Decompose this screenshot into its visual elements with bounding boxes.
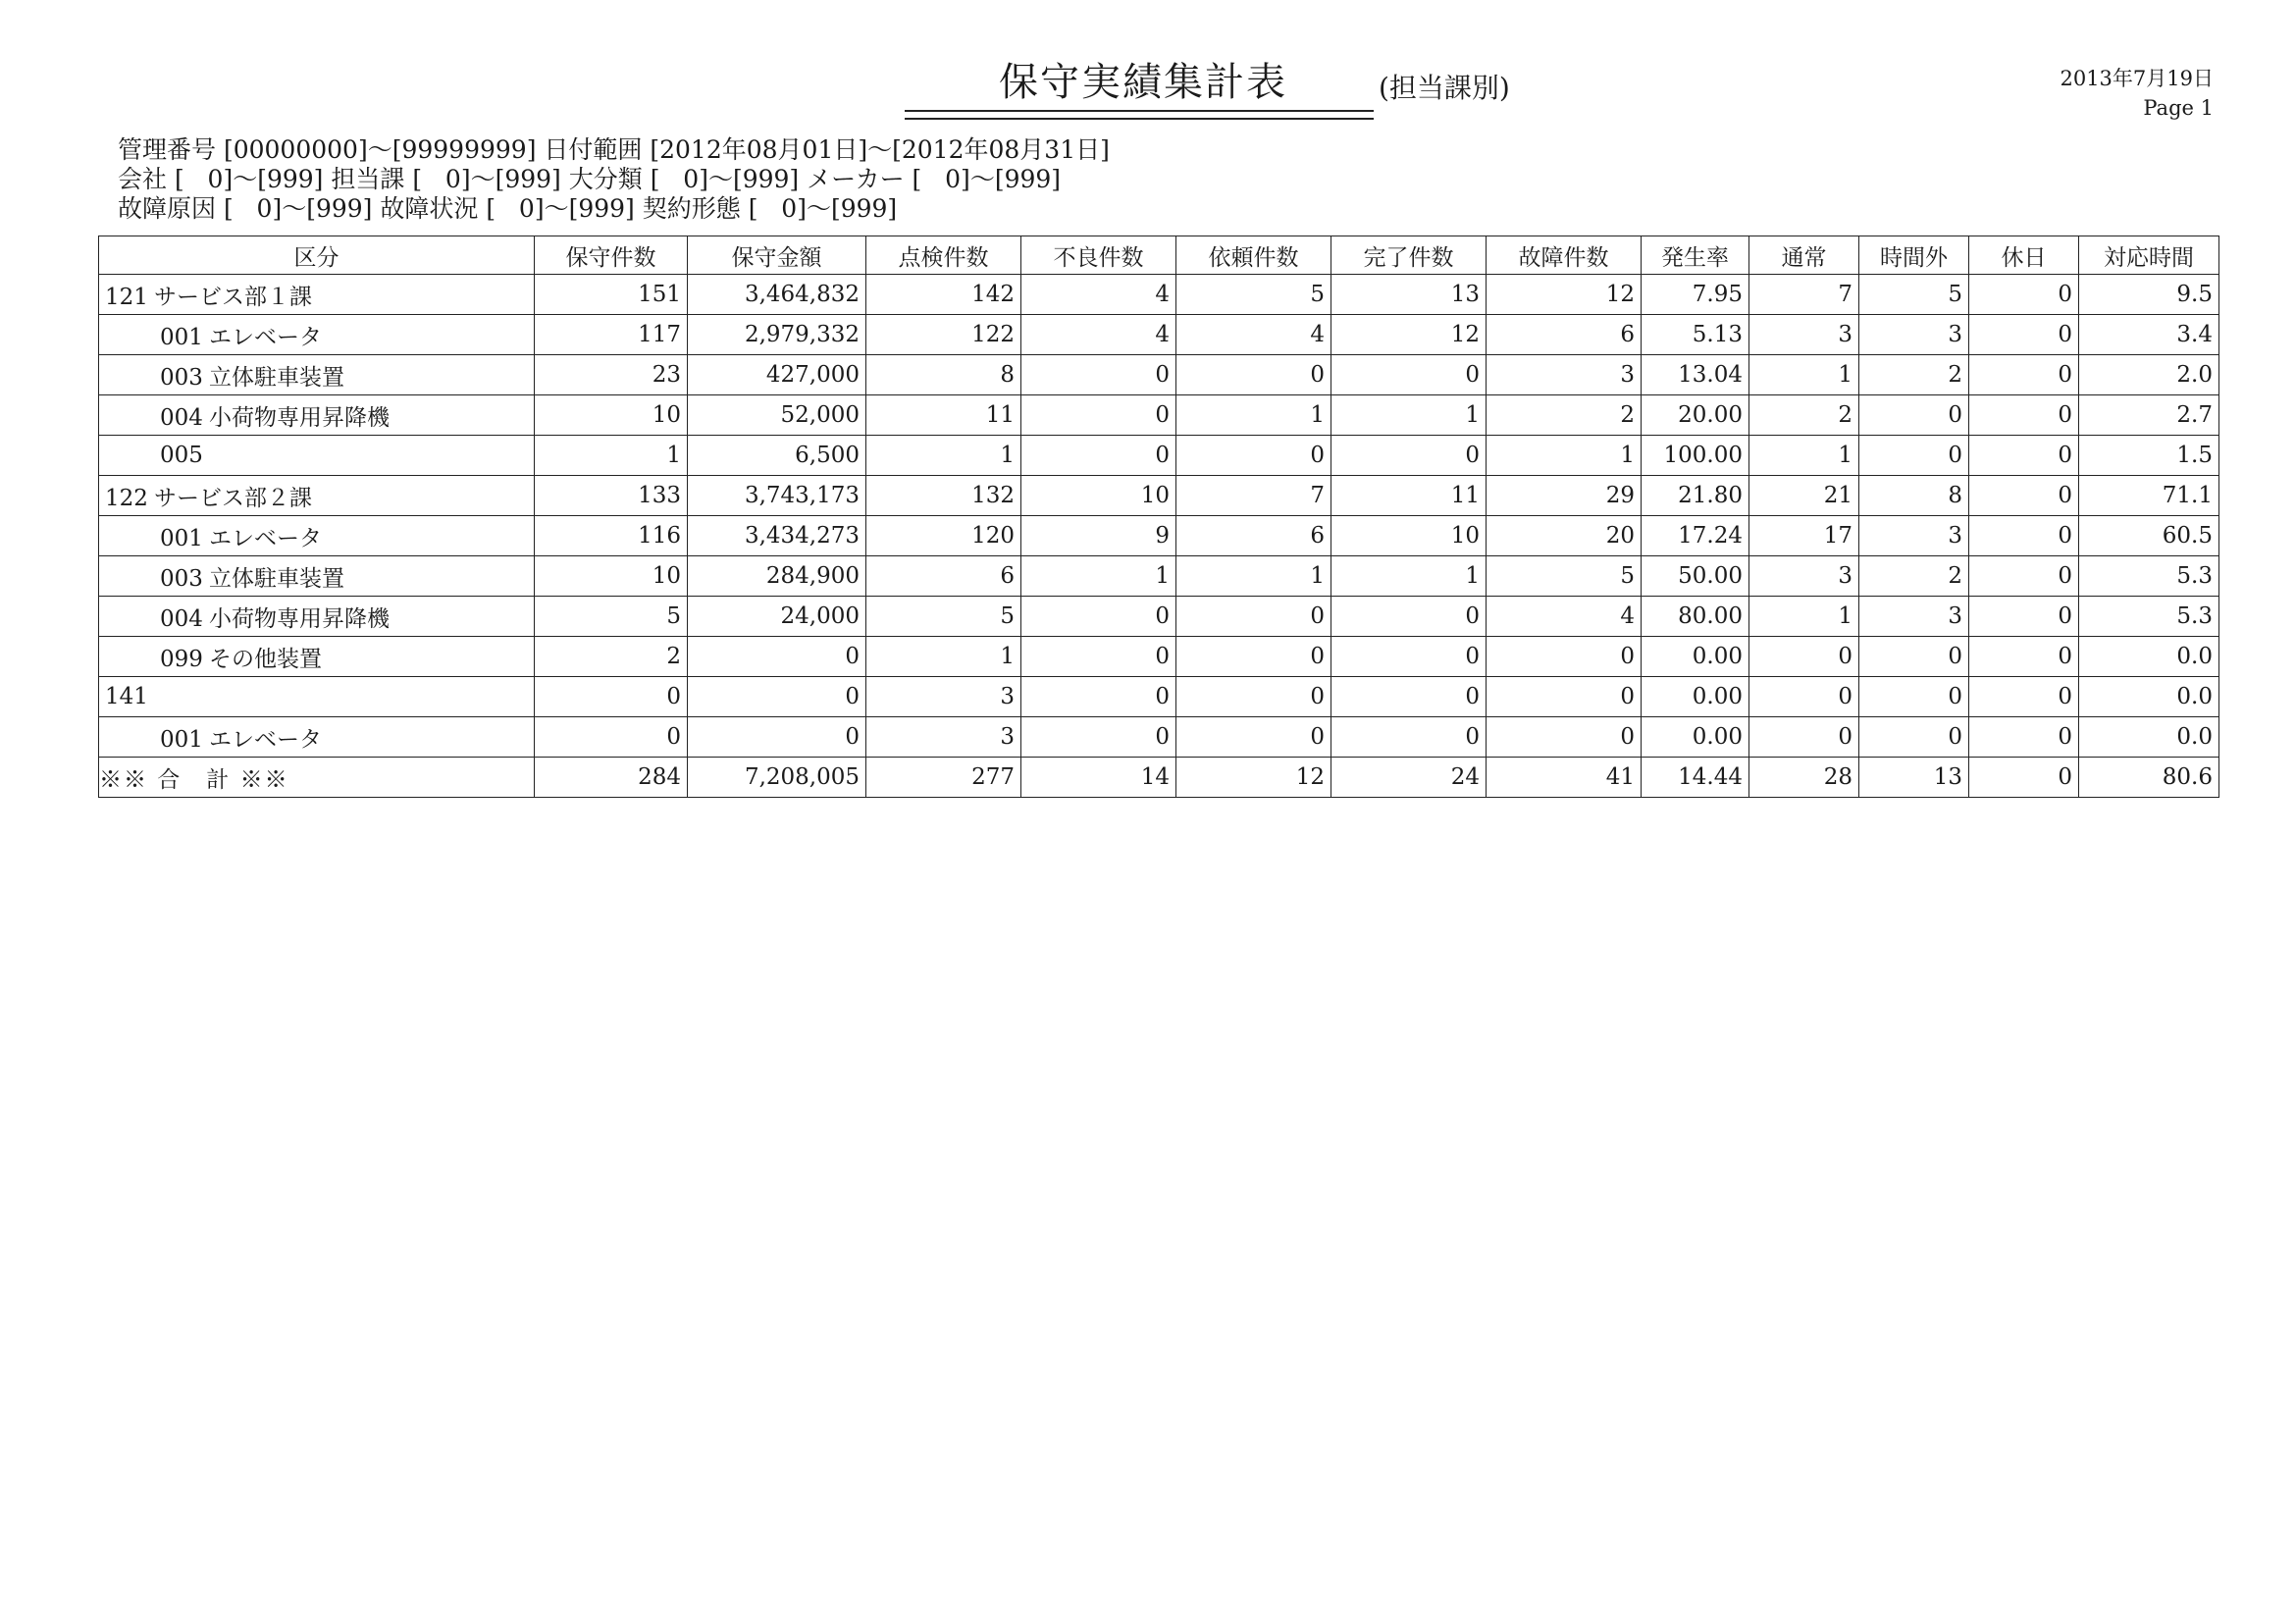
row-value-cell: 17.24 (1642, 516, 1749, 556)
row-value-cell: 0 (1969, 677, 2079, 717)
row-value-cell: 6 (1487, 315, 1642, 355)
row-value-cell: 0 (1969, 717, 2079, 758)
row-value-cell: 52,000 (688, 395, 866, 436)
row-name: 立体駐車装置 (209, 364, 344, 391)
report-title: 保守実績集計表 (999, 60, 1287, 105)
col-header-defect-count: 不良件数 (1021, 236, 1176, 275)
row-value-cell: 12 (1487, 275, 1642, 315)
row-value-cell: 0 (1969, 436, 2079, 476)
row-value-cell: 17 (1749, 516, 1859, 556)
row-value-cell: 1 (535, 436, 688, 476)
row-value-cell: 151 (535, 275, 688, 315)
summary-table (98, 236, 2219, 798)
row-value-cell: 3,743,173 (688, 476, 866, 516)
row-value-cell: 4 (1487, 597, 1642, 637)
table-row (99, 516, 2219, 556)
col-header-request-count: 依頼件数 (1176, 236, 1331, 275)
row-value-cell: 5.3 (2079, 556, 2219, 597)
row-name: エレベータ (209, 726, 322, 753)
total-value-cell: 41 (1487, 758, 1642, 798)
row-value-cell: 0 (1859, 395, 1969, 436)
row-value-cell: 2.7 (2079, 395, 2219, 436)
row-value-cell: 2.0 (2079, 355, 2219, 395)
row-value-cell: 0 (1749, 637, 1859, 677)
col-header-holiday: 休日 (1969, 236, 2079, 275)
row-value-cell: 0 (1969, 355, 2079, 395)
row-value-cell: 23 (535, 355, 688, 395)
row-value-cell: 3.4 (2079, 315, 2219, 355)
total-value-cell: 14 (1021, 758, 1176, 798)
row-code: 001 (160, 525, 203, 551)
row-value-cell: 1 (1331, 395, 1487, 436)
row-value-cell: 0 (1021, 717, 1176, 758)
row-value-cell: 427,000 (688, 355, 866, 395)
row-category-cell (99, 355, 535, 395)
row-value-cell: 11 (1331, 476, 1487, 516)
row-category-cell (99, 275, 535, 315)
col-header-completed-count: 完了件数 (1331, 236, 1487, 275)
row-name: エレベータ (209, 324, 322, 350)
row-value-cell: 0 (1749, 717, 1859, 758)
total-value-cell: 0 (1969, 758, 2079, 798)
row-value-cell: 5.13 (1642, 315, 1749, 355)
row-code: 122 (105, 485, 148, 511)
total-label: ※※ 合 計 ※※ (99, 758, 535, 798)
table-body (99, 275, 2219, 798)
col-header-category: 区分 (99, 236, 535, 275)
row-name: その他装置 (209, 646, 322, 672)
row-value-cell: 4 (1021, 315, 1176, 355)
row-code: 001 (160, 726, 203, 753)
row-value-cell: 8 (866, 355, 1021, 395)
total-value-cell: 80.6 (2079, 758, 2219, 798)
row-category-cell (99, 516, 535, 556)
row-value-cell: 3 (866, 677, 1021, 717)
row-value-cell: 0 (1176, 637, 1331, 677)
row-value-cell: 24,000 (688, 597, 866, 637)
row-value-cell: 3 (1487, 355, 1642, 395)
criteria-line-3: 故障原因 [ 0]～[999] 故障状況 [ 0]～[999] 契約形態 [ 0]～[999] (118, 194, 898, 223)
row-value-cell: 3 (866, 717, 1021, 758)
row-value-cell: 0 (1487, 677, 1642, 717)
col-header-regular: 通常 (1749, 236, 1859, 275)
row-code: 004 (160, 605, 203, 632)
row-code: 003 (160, 364, 203, 391)
criteria-line-1: 管理番号 [00000000]～[99999999] 日付範囲 [2012年08月01日]～[2012年08月31日] (118, 135, 1110, 164)
row-value-cell: 50.00 (1642, 556, 1749, 597)
row-value-cell: 0 (1176, 717, 1331, 758)
row-value-cell: 4 (1021, 275, 1176, 315)
row-code: 141 (105, 684, 148, 709)
row-value-cell: 0 (1176, 355, 1331, 395)
row-name: 立体駐車装置 (209, 565, 344, 592)
row-value-cell: 0 (1021, 355, 1176, 395)
table-row (99, 717, 2219, 758)
row-value-cell: 0 (1969, 275, 2079, 315)
table-row (99, 395, 2219, 436)
row-value-cell: 0.00 (1642, 677, 1749, 717)
row-value-cell: 2 (1487, 395, 1642, 436)
row-value-cell: 116 (535, 516, 688, 556)
row-value-cell: 0 (1969, 476, 2079, 516)
table-row (99, 476, 2219, 516)
row-value-cell: 0 (535, 677, 688, 717)
row-value-cell: 60.5 (2079, 516, 2219, 556)
row-value-cell: 1 (1749, 436, 1859, 476)
row-category-cell (99, 637, 535, 677)
table-row (99, 436, 2219, 476)
row-value-cell: 0 (1331, 677, 1487, 717)
total-value-cell: 13 (1859, 758, 1969, 798)
row-category-cell (99, 677, 535, 717)
table-total-row (99, 758, 2219, 798)
row-value-cell: 3,434,273 (688, 516, 866, 556)
row-value-cell: 11 (866, 395, 1021, 436)
row-value-cell: 0 (1859, 717, 1969, 758)
row-value-cell: 0 (1969, 556, 2079, 597)
row-value-cell: 0 (1021, 677, 1176, 717)
page-number: Page 1 (2143, 96, 2214, 120)
table-row (99, 637, 2219, 677)
row-value-cell: 0 (1176, 677, 1331, 717)
row-value-cell: 117 (535, 315, 688, 355)
row-value-cell: 0 (1487, 717, 1642, 758)
col-header-response-time: 対応時間 (2079, 236, 2219, 275)
row-value-cell: 0 (688, 717, 866, 758)
row-code: 005 (160, 443, 203, 468)
row-name: 小荷物専用昇降機 (209, 605, 390, 632)
row-value-cell: 133 (535, 476, 688, 516)
row-value-cell: 2,979,332 (688, 315, 866, 355)
row-value-cell: 80.00 (1642, 597, 1749, 637)
table-row (99, 355, 2219, 395)
row-value-cell: 1 (1021, 556, 1176, 597)
row-value-cell: 0 (535, 717, 688, 758)
row-value-cell: 2 (1859, 355, 1969, 395)
col-header-maintenance-amount: 保守金額 (688, 236, 866, 275)
row-value-cell: 20 (1487, 516, 1642, 556)
row-value-cell: 1 (1487, 436, 1642, 476)
total-value-cell: 12 (1176, 758, 1331, 798)
row-value-cell: 0.00 (1642, 637, 1749, 677)
total-value-cell: 284 (535, 758, 688, 798)
row-value-cell: 0.0 (2079, 677, 2219, 717)
row-category-cell (99, 315, 535, 355)
row-value-cell: 0 (1859, 677, 1969, 717)
row-code: 121 (105, 284, 148, 310)
row-value-cell: 284,900 (688, 556, 866, 597)
row-value-cell: 5.3 (2079, 597, 2219, 637)
row-value-cell: 29 (1487, 476, 1642, 516)
criteria-line-2: 会社 [ 0]～[999] 担当課 [ 0]～[999] 大分類 [ 0]～[999] メーカー [ 0]～[999] (118, 165, 1062, 193)
row-value-cell: 0.00 (1642, 717, 1749, 758)
row-value-cell: 3 (1859, 597, 1969, 637)
total-value-cell: 28 (1749, 758, 1859, 798)
row-category-cell (99, 476, 535, 516)
row-value-cell: 3 (1749, 556, 1859, 597)
row-value-cell: 0 (1331, 637, 1487, 677)
row-code: 001 (160, 324, 203, 350)
row-value-cell: 1 (1749, 597, 1859, 637)
row-name: サービス部１課 (154, 284, 312, 310)
row-value-cell: 10 (535, 395, 688, 436)
row-category-cell (99, 717, 535, 758)
row-value-cell: 8 (1859, 476, 1969, 516)
row-value-cell: 1 (866, 637, 1021, 677)
row-value-cell: 3 (1859, 315, 1969, 355)
row-value-cell: 5 (1176, 275, 1331, 315)
row-value-cell: 13.04 (1642, 355, 1749, 395)
row-value-cell: 3,464,832 (688, 275, 866, 315)
row-value-cell: 132 (866, 476, 1021, 516)
report-subtitle: (担当課別) (1379, 72, 1510, 104)
row-value-cell: 0 (1331, 436, 1487, 476)
row-value-cell: 2 (1749, 395, 1859, 436)
row-value-cell: 5 (535, 597, 688, 637)
row-value-cell: 1 (1749, 355, 1859, 395)
row-value-cell: 0 (1969, 637, 2079, 677)
row-value-cell: 0 (1969, 597, 2079, 637)
total-value-cell: 14.44 (1642, 758, 1749, 798)
row-value-cell: 20.00 (1642, 395, 1749, 436)
row-value-cell: 1 (1176, 556, 1331, 597)
table-row (99, 315, 2219, 355)
row-value-cell: 10 (535, 556, 688, 597)
row-value-cell: 0 (1021, 637, 1176, 677)
col-header-occurrence-rate: 発生率 (1642, 236, 1749, 275)
total-value-cell: 7,208,005 (688, 758, 866, 798)
col-header-failure-count: 故障件数 (1487, 236, 1642, 275)
row-value-cell: 0 (1859, 637, 1969, 677)
row-value-cell: 9 (1021, 516, 1176, 556)
total-value-cell: 24 (1331, 758, 1487, 798)
row-category-cell (99, 597, 535, 637)
row-value-cell: 100.00 (1642, 436, 1749, 476)
row-value-cell: 0 (1331, 717, 1487, 758)
row-name: エレベータ (209, 525, 322, 551)
row-value-cell: 3 (1859, 516, 1969, 556)
table-row (99, 556, 2219, 597)
row-value-cell: 10 (1021, 476, 1176, 516)
row-value-cell: 0 (1487, 637, 1642, 677)
title-underline (905, 110, 1374, 112)
row-value-cell: 1 (866, 436, 1021, 476)
row-value-cell: 0.0 (2079, 717, 2219, 758)
row-value-cell: 21.80 (1642, 476, 1749, 516)
row-name: 小荷物専用昇降機 (209, 404, 390, 431)
row-code: 004 (160, 404, 203, 431)
row-code: 003 (160, 565, 203, 592)
row-value-cell: 0 (1176, 597, 1331, 637)
row-value-cell: 0 (1021, 436, 1176, 476)
row-value-cell: 1 (1176, 395, 1331, 436)
row-name: サービス部２課 (154, 485, 312, 511)
row-value-cell: 0 (1021, 597, 1176, 637)
row-value-cell: 0 (688, 677, 866, 717)
row-value-cell: 0 (1176, 436, 1331, 476)
row-value-cell: 6 (866, 556, 1021, 597)
row-value-cell: 6,500 (688, 436, 866, 476)
title-underline-double (905, 118, 1374, 120)
row-value-cell: 0 (1331, 597, 1487, 637)
total-value-cell: 277 (866, 758, 1021, 798)
row-value-cell: 0 (688, 637, 866, 677)
row-category-cell (99, 395, 535, 436)
row-value-cell: 122 (866, 315, 1021, 355)
table-row (99, 597, 2219, 637)
row-value-cell: 0 (1331, 355, 1487, 395)
row-value-cell: 7.95 (1642, 275, 1749, 315)
row-value-cell: 1.5 (2079, 436, 2219, 476)
col-header-inspection-count: 点検件数 (866, 236, 1021, 275)
row-category-cell (99, 436, 535, 476)
row-value-cell: 5 (1859, 275, 1969, 315)
row-value-cell: 1 (1331, 556, 1487, 597)
row-value-cell: 7 (1749, 275, 1859, 315)
row-value-cell: 3 (1749, 315, 1859, 355)
row-value-cell: 10 (1331, 516, 1487, 556)
row-value-cell: 0 (1969, 395, 2079, 436)
table-row (99, 677, 2219, 717)
row-category-cell (99, 556, 535, 597)
table-header-row (99, 236, 2219, 275)
row-value-cell: 9.5 (2079, 275, 2219, 315)
row-value-cell: 5 (866, 597, 1021, 637)
row-value-cell: 13 (1331, 275, 1487, 315)
row-value-cell: 2 (1859, 556, 1969, 597)
table-row (99, 275, 2219, 315)
row-value-cell: 5 (1487, 556, 1642, 597)
row-value-cell: 0 (1969, 516, 2079, 556)
row-value-cell: 0 (1749, 677, 1859, 717)
row-value-cell: 0 (1021, 395, 1176, 436)
row-value-cell: 6 (1176, 516, 1331, 556)
row-value-cell: 21 (1749, 476, 1859, 516)
row-value-cell: 0 (1859, 436, 1969, 476)
col-header-maintenance-count: 保守件数 (535, 236, 688, 275)
row-value-cell: 12 (1331, 315, 1487, 355)
row-value-cell: 7 (1176, 476, 1331, 516)
row-value-cell: 71.1 (2079, 476, 2219, 516)
row-value-cell: 0 (1969, 315, 2079, 355)
row-code: 099 (160, 646, 203, 672)
row-value-cell: 120 (866, 516, 1021, 556)
col-header-overtime: 時間外 (1859, 236, 1969, 275)
report-date: 2013年7月19日 (2060, 67, 2214, 90)
row-value-cell: 142 (866, 275, 1021, 315)
row-value-cell: 2 (535, 637, 688, 677)
row-value-cell: 4 (1176, 315, 1331, 355)
row-value-cell: 0.0 (2079, 637, 2219, 677)
